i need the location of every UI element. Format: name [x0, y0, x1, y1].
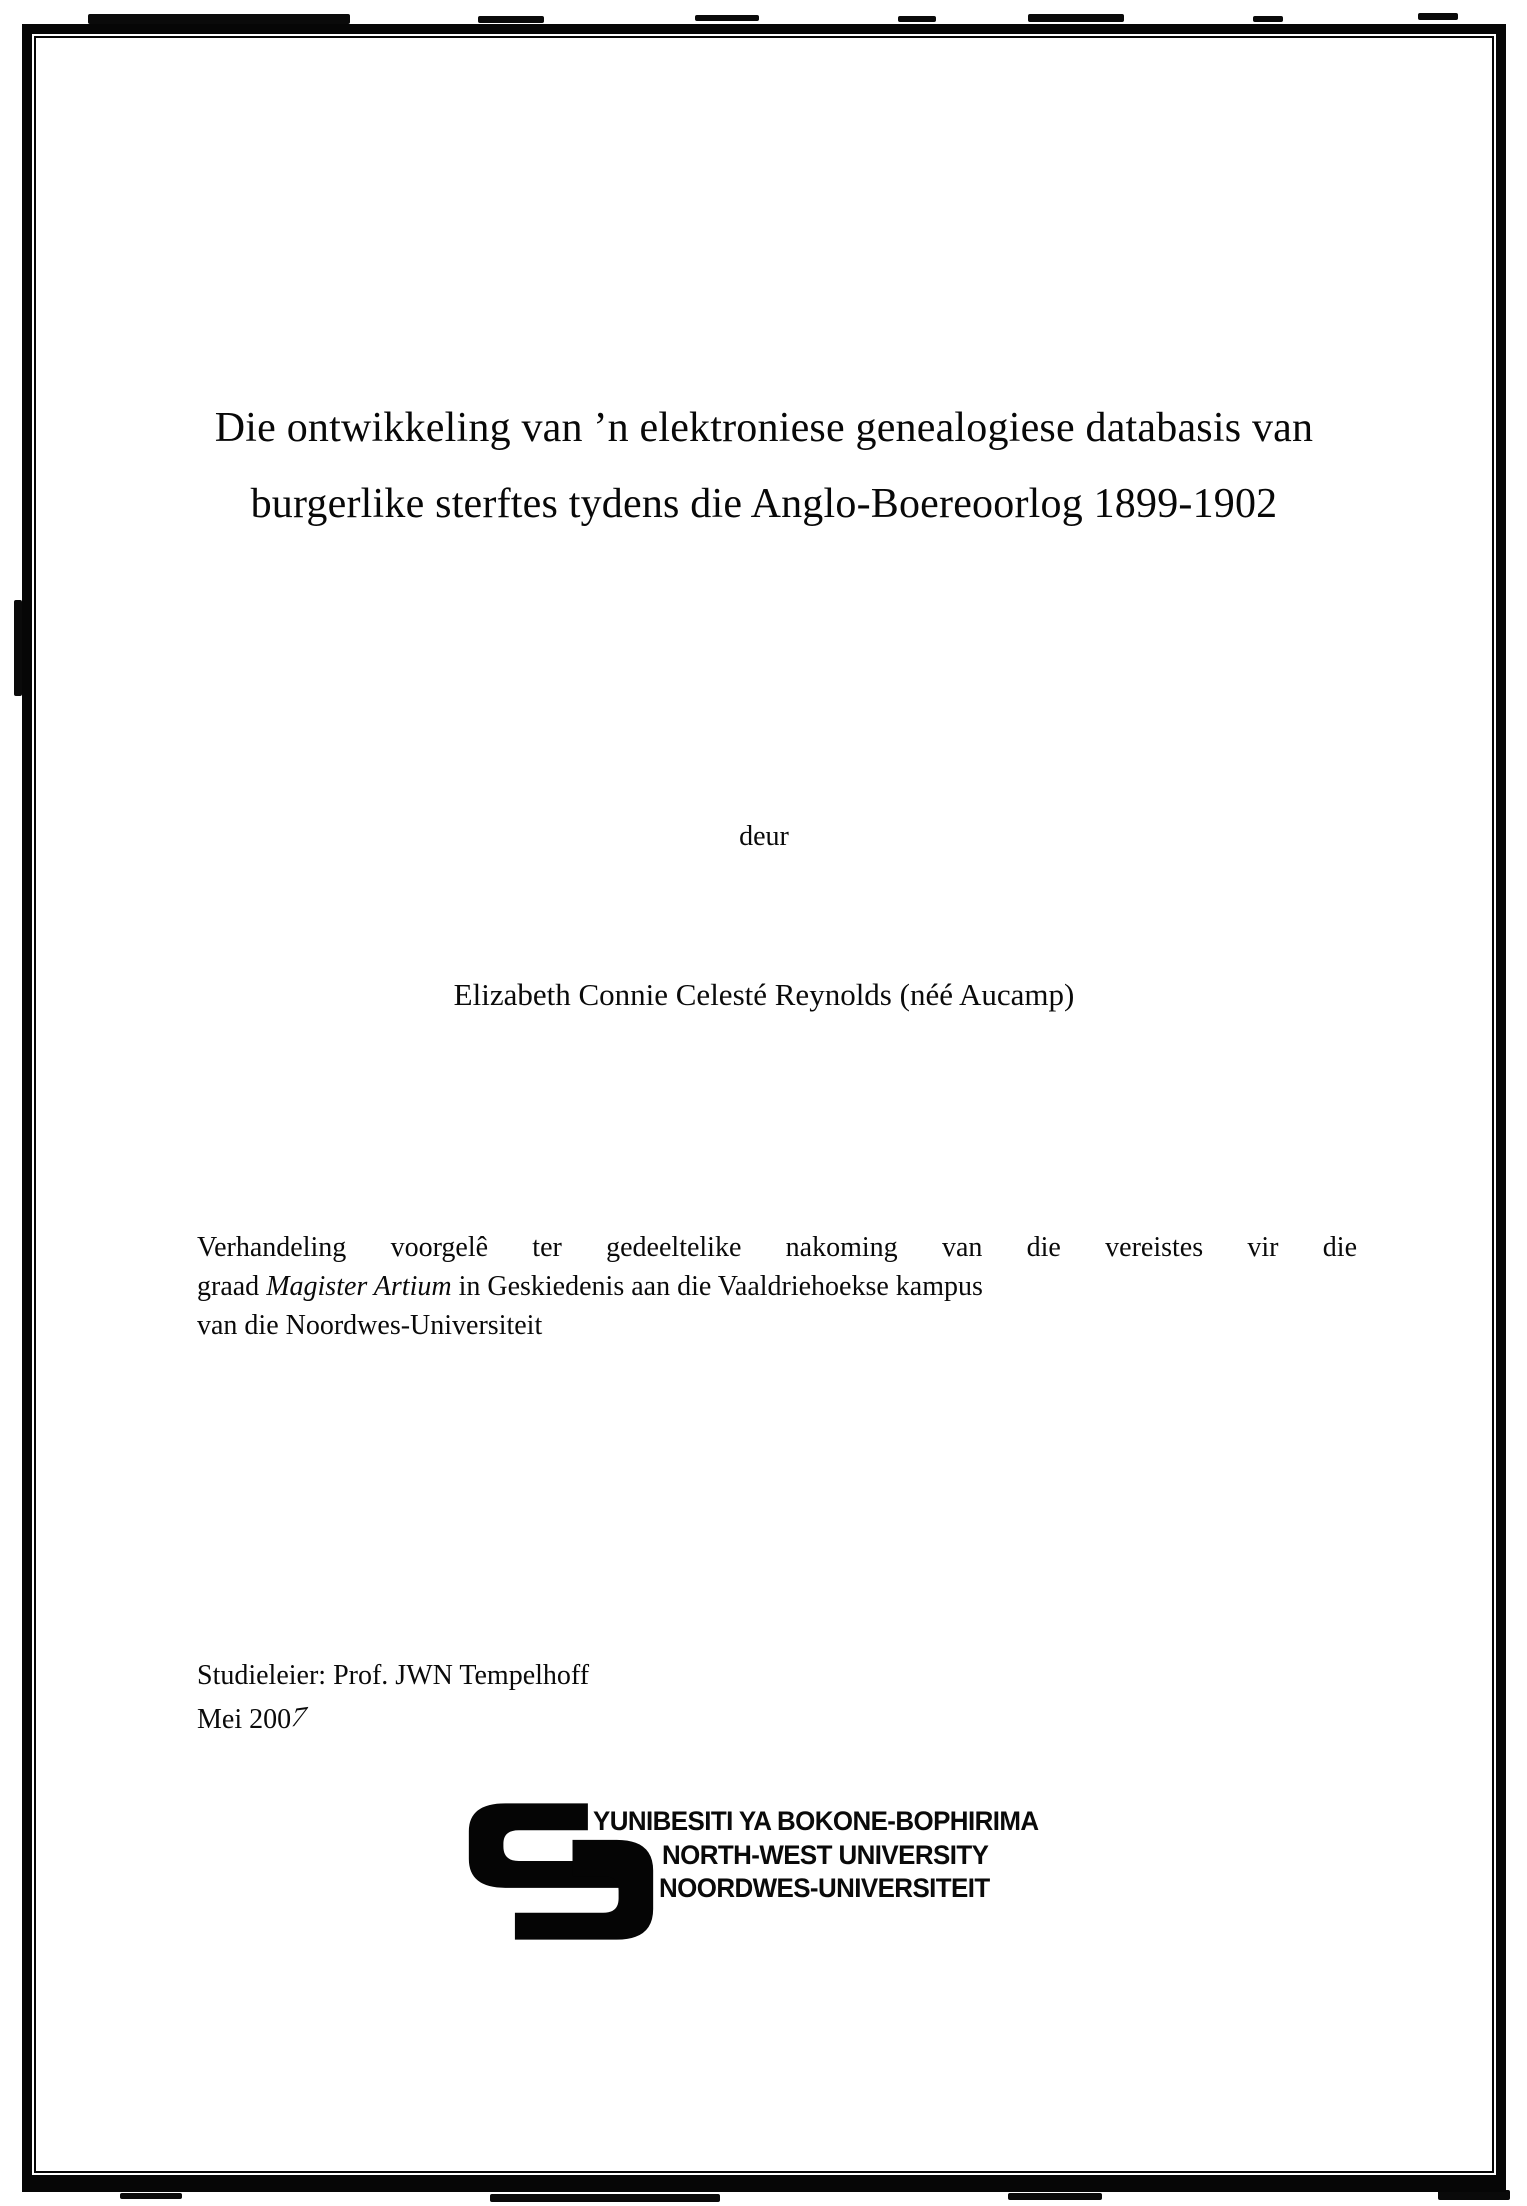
scan-artifact — [695, 15, 759, 21]
thesis-title — [36, 390, 1492, 542]
degree-name-italic: Magister Artium — [266, 1271, 452, 1302]
supervisor-block — [197, 1654, 589, 1742]
author-name: Elizabeth Connie Celesté Reynolds (néé Aucamp) — [453, 977, 1075, 1012]
scan-artifact — [14, 600, 22, 696]
degree-statement-line-2-prefix: graad — [197, 1271, 267, 1302]
scan-artifact — [1028, 14, 1124, 22]
degree-statement-line-2-suffix: in Geskiedenis aan die Vaaldriehoekse kampus — [451, 1271, 983, 1302]
degree-statement — [197, 1228, 1357, 1345]
date-line — [197, 1698, 589, 1742]
scan-artifact — [120, 2193, 182, 2199]
page-border-inner — [34, 36, 1494, 2173]
thesis-title-line-1: Die ontwikkeling van ’n elektroniese genealogiese databasis van — [214, 405, 1314, 451]
degree-statement-line-1: Verhandeling voorgelê ter gedeeltelike nakoming van die vereistes vir die — [197, 1232, 1357, 1263]
logo-text-afrikaans: NOORDWES-UNIVERSITEIT — [659, 1873, 990, 1903]
scan-artifact — [490, 2194, 720, 2202]
scan-artifact — [1008, 2193, 1102, 2200]
date-distorted-digit: 7 — [286, 1701, 311, 1734]
logo-text-english: NORTH-WEST UNIVERSITY — [662, 1840, 989, 1870]
byline: deur — [739, 821, 789, 852]
degree-statement-line-2 — [197, 1267, 1357, 1306]
scan-artifact — [1418, 13, 1458, 20]
degree-statement-line-3: van die Noordwes-Universiteit — [197, 1310, 543, 1341]
scan-artifact — [1253, 16, 1283, 22]
university-logo — [465, 1798, 1185, 1978]
thesis-title-line-2: burgerlike sterftes tydens die Anglo-Boereoorlog 1899-1902 — [250, 481, 1278, 527]
date-prefix: Mei 200 — [197, 1704, 292, 1735]
supervisor-line: Studieleier: Prof. JWN Tempelhoff — [197, 1660, 590, 1691]
scan-artifact — [898, 16, 936, 22]
scan-artifact — [478, 16, 544, 23]
page-border-outer — [22, 24, 1506, 2192]
scan-artifact — [88, 14, 350, 24]
logo-text-setswana: YUNIBESITI YA BOKONE-BOPHIRIMA — [593, 1806, 1039, 1836]
